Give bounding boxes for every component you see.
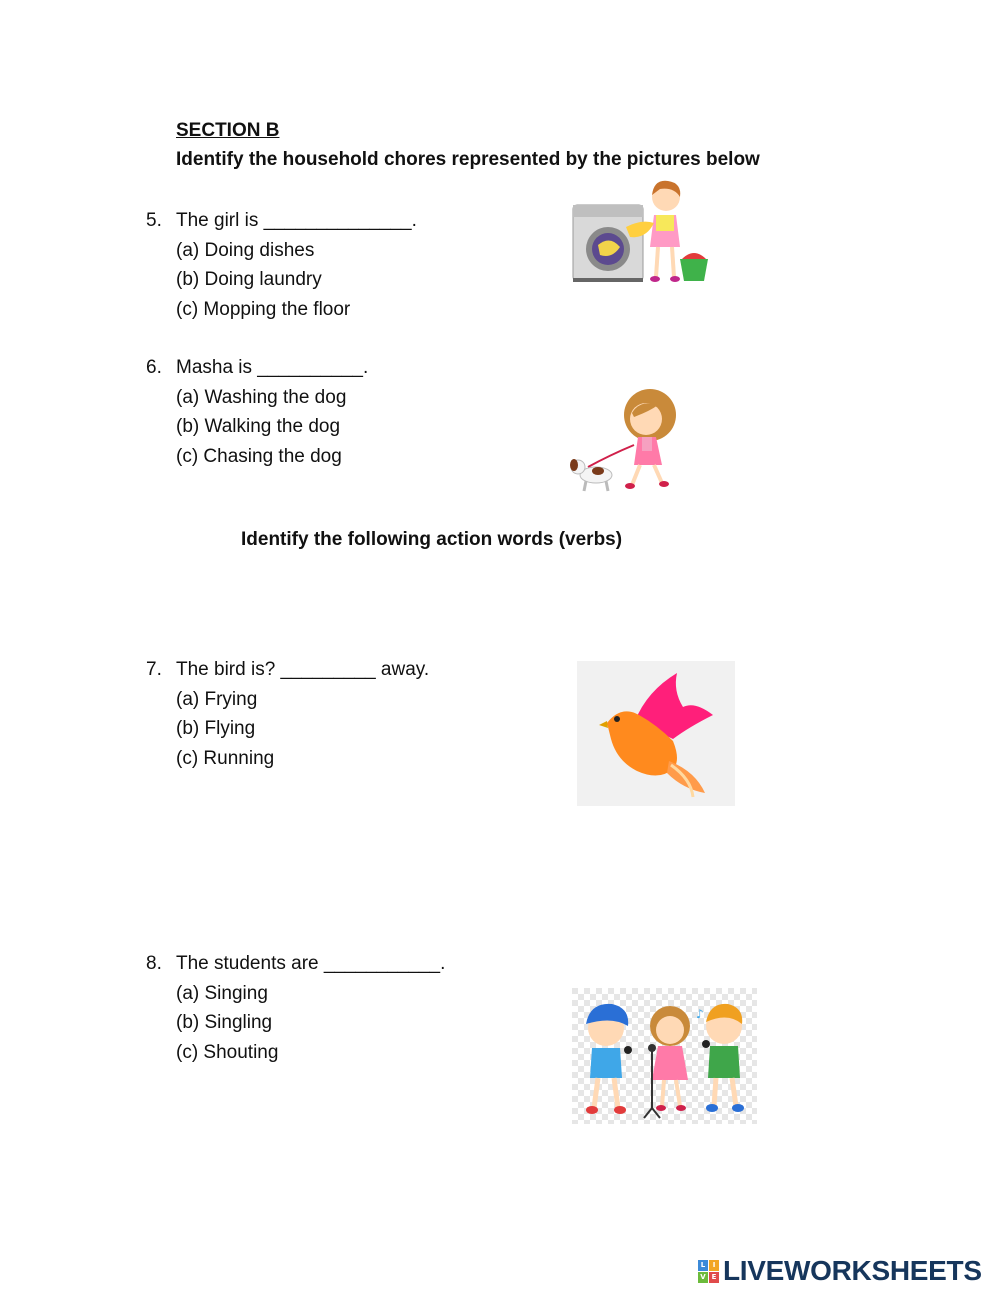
music-note-icon: ♪: [696, 1007, 704, 1021]
question-7: [146, 655, 430, 773]
question-stem: The students are ___________.: [176, 953, 446, 974]
leash: [588, 445, 634, 467]
section-title: SECTION B: [176, 120, 280, 141]
logo-cube: I: [709, 1260, 719, 1271]
logo-cube: V: [698, 1272, 708, 1283]
question-stem: Masha is __________.: [176, 357, 369, 378]
logo-cube: L: [698, 1260, 708, 1271]
option-a[interactable]: (a) Singing: [176, 982, 268, 1004]
children-singing-picture: [572, 988, 757, 1124]
girl-doing-laundry-picture: [568, 175, 718, 287]
microphone-icon: [702, 1040, 710, 1048]
instruction-household-chores: Identify the household chores represented by the pictures below: [176, 149, 760, 170]
question-stem: The girl is ______________.: [176, 210, 417, 231]
flying-bird-picture: [577, 661, 735, 806]
option-c[interactable]: (c) Mopping the floor: [176, 298, 351, 320]
option-b[interactable]: (b) Singling: [176, 1012, 273, 1033]
question-number: 6.: [146, 357, 162, 378]
logo-cube: E: [709, 1272, 719, 1283]
option-a[interactable]: (a) Washing the dog: [176, 386, 347, 408]
option-a[interactable]: (a) Frying: [176, 688, 258, 710]
brand-logo[interactable]: [698, 1256, 982, 1286]
option-a[interactable]: (a) Doing dishes: [176, 239, 315, 261]
question-number: 8.: [146, 953, 162, 974]
bird-eye: [614, 716, 620, 722]
question-5: [146, 206, 417, 324]
logo-cubes-icon: [698, 1260, 719, 1283]
option-c[interactable]: (c) Chasing the dog: [176, 445, 342, 467]
question-8: [146, 949, 446, 1067]
option-b[interactable]: (b) Flying: [176, 718, 256, 739]
brand-name: LIVEWORKSHEETS: [723, 1255, 982, 1286]
question-6: [146, 353, 369, 471]
option-b[interactable]: (b) Walking the dog: [176, 416, 341, 437]
option-c[interactable]: (c) Shouting: [176, 1041, 279, 1063]
microphone-icon: [624, 1046, 632, 1054]
question-number: 7.: [146, 659, 162, 680]
question-number: 5.: [146, 210, 162, 231]
girl-walking-dog-picture: [560, 385, 695, 495]
laundry-basket: [680, 259, 708, 281]
question-stem: The bird is? _________ away.: [176, 659, 430, 680]
instruction-action-words: Identify the following action words (verbs): [241, 529, 623, 550]
option-b[interactable]: (b) Doing laundry: [176, 269, 322, 290]
option-c[interactable]: (c) Running: [176, 747, 275, 769]
